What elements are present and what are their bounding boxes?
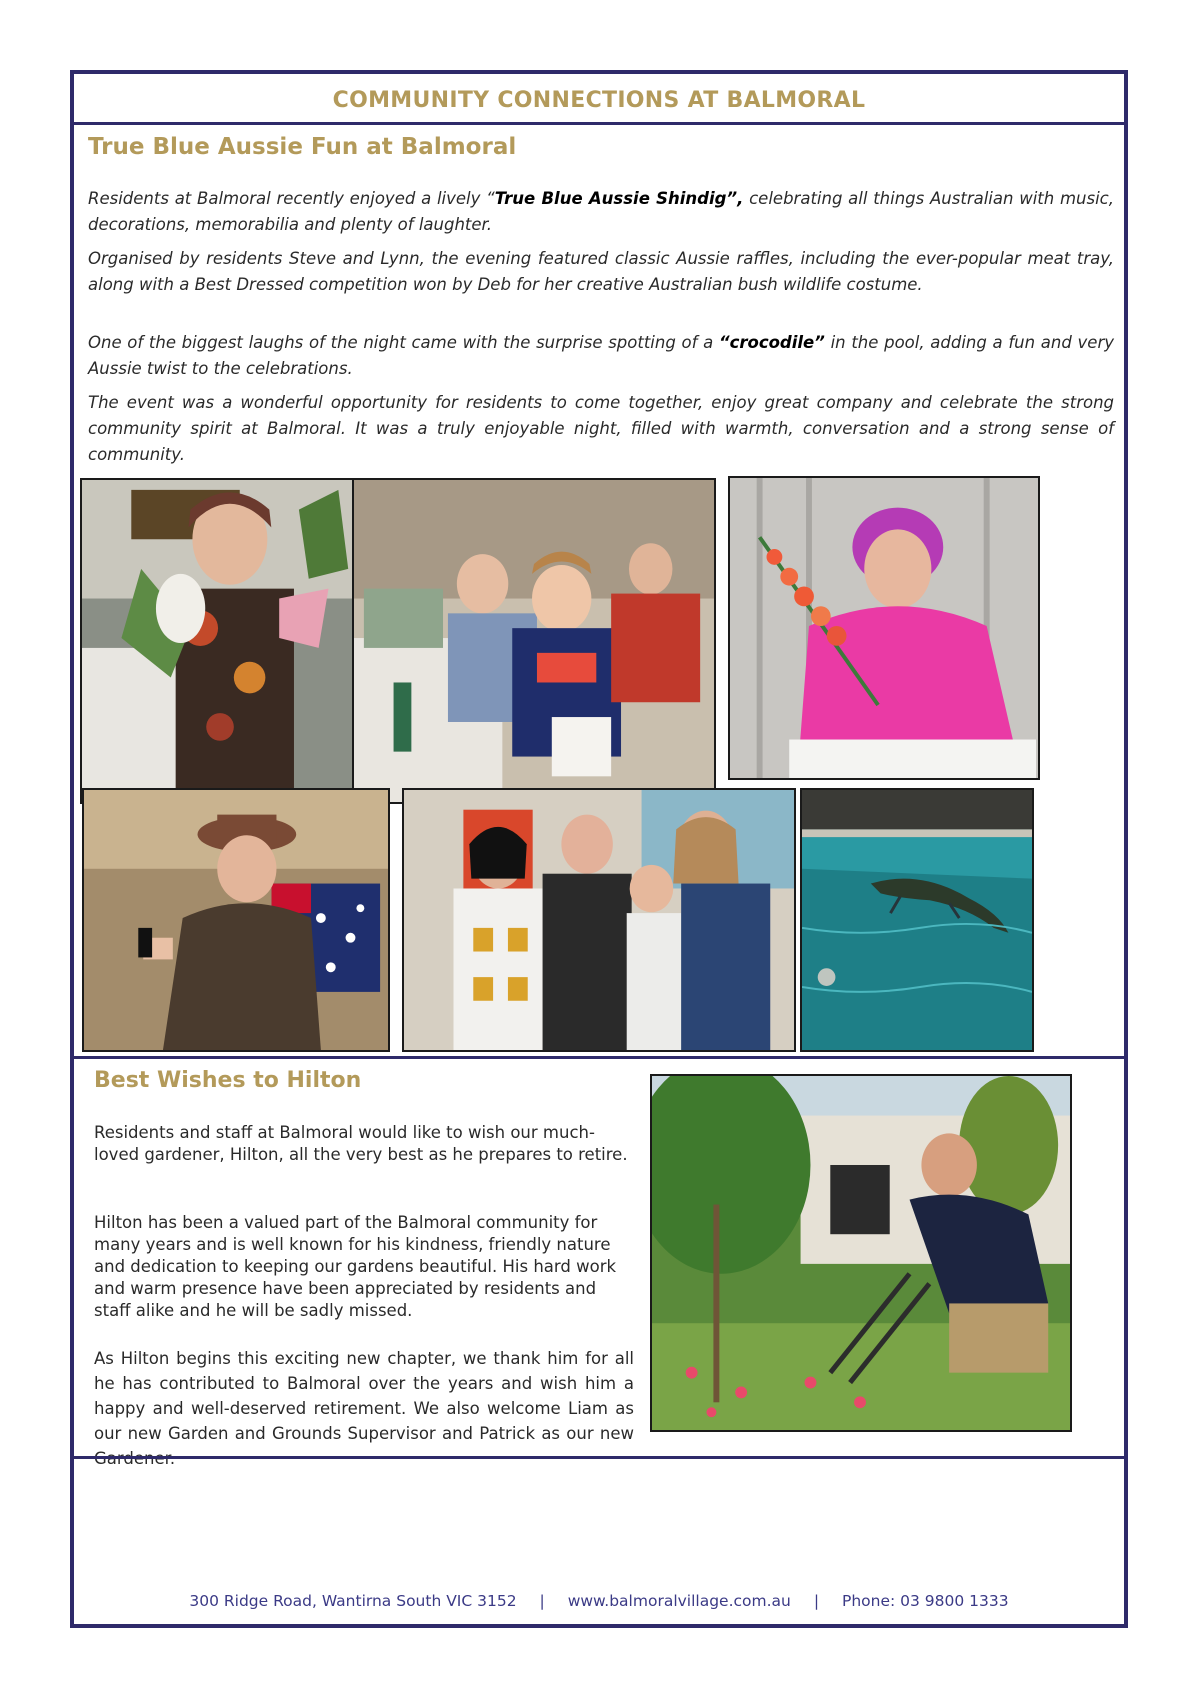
article-title-hilton: Best Wishes to Hilton	[94, 1068, 362, 1093]
hilton-paragraph-1: Residents and staff at Balmoral would like to wish our much-loved gardener, Hilton, all the very best as he prepares to retire.	[94, 1123, 628, 1164]
photo-resident-pink-outfit	[728, 476, 1040, 780]
photo-hilton-gardening	[650, 1074, 1072, 1432]
article-paragraph-2: Organised by residents Steve and Lynn, the evening featured classic Aussie raffles, including the ever-popular meat tray, along with a Best Dressed competition won by Deb for her creative Australian bush wildlife costume.	[88, 249, 1114, 294]
newsletter-frame	[70, 70, 1128, 1628]
photo-man-with-microphone	[82, 788, 390, 1052]
article-paragraph-4: The event was a wonderful opportunity for residents to come together, enjoy great company and celebrate the strong community spirit at Balmoral. It was a truly enjoyable night, filled with warmth, conversation and a strong sense of community.	[88, 393, 1114, 464]
footer-phone: Phone: 03 9800 1333	[841, 1592, 1009, 1610]
footer-separator: |	[813, 1592, 820, 1610]
photo-group-costumes	[402, 788, 796, 1052]
masthead-title: COMMUNITY CONNECTIONS AT BALMORAL	[332, 88, 866, 113]
photo-residents-at-table	[352, 478, 716, 804]
footer-separator: |	[539, 1592, 545, 1610]
footer-contact	[74, 1592, 1124, 1610]
footer-address: 300 Ridge Road, Wantirna South VIC 3152	[189, 1592, 517, 1610]
hilton-paragraph-3: As Hilton begins this exciting new chapter, we thank him for all he has contributed to Balmoral over the years and wish him a happy and well-deserved retirement. We also welcome Liam as our new Garden and Grounds Supervisor and Patrick as our new	[94, 1349, 634, 1443]
photo-resident-bush-costume	[80, 478, 364, 804]
article-title-aussie-fun: True Blue Aussie Fun at Balmoral	[88, 134, 517, 160]
masthead-divider	[74, 122, 1124, 125]
footer-website-link[interactable]: www.balmoralvillage.com.au	[567, 1592, 791, 1610]
article-paragraph-1: Residents at Balmoral recently enjoyed a lively “True Blue Aussie Shindig”, celebrating all things Australian with music, decorations, memorabilia and plenty of laughter.	[88, 189, 1114, 234]
photo-crocodile-in-pool	[800, 788, 1034, 1052]
footer-divider	[74, 1456, 1124, 1459]
article-paragraph-3: One of the biggest laughs of the night came with the surprise spotting of a “crocodile” in the pool, adding a fun and very Aussie twist to the celebrations.	[88, 333, 1114, 378]
hilton-paragraph-2: Hilton has been a valued part of the Balmoral community for many years and is well known for his kindness, friendly nature and dedication to keeping our gardens beautiful. His hard work and warm presence have been appreciated by residents and staff alike and he will be sadly missed.	[94, 1213, 617, 1320]
section-divider	[74, 1056, 1124, 1059]
